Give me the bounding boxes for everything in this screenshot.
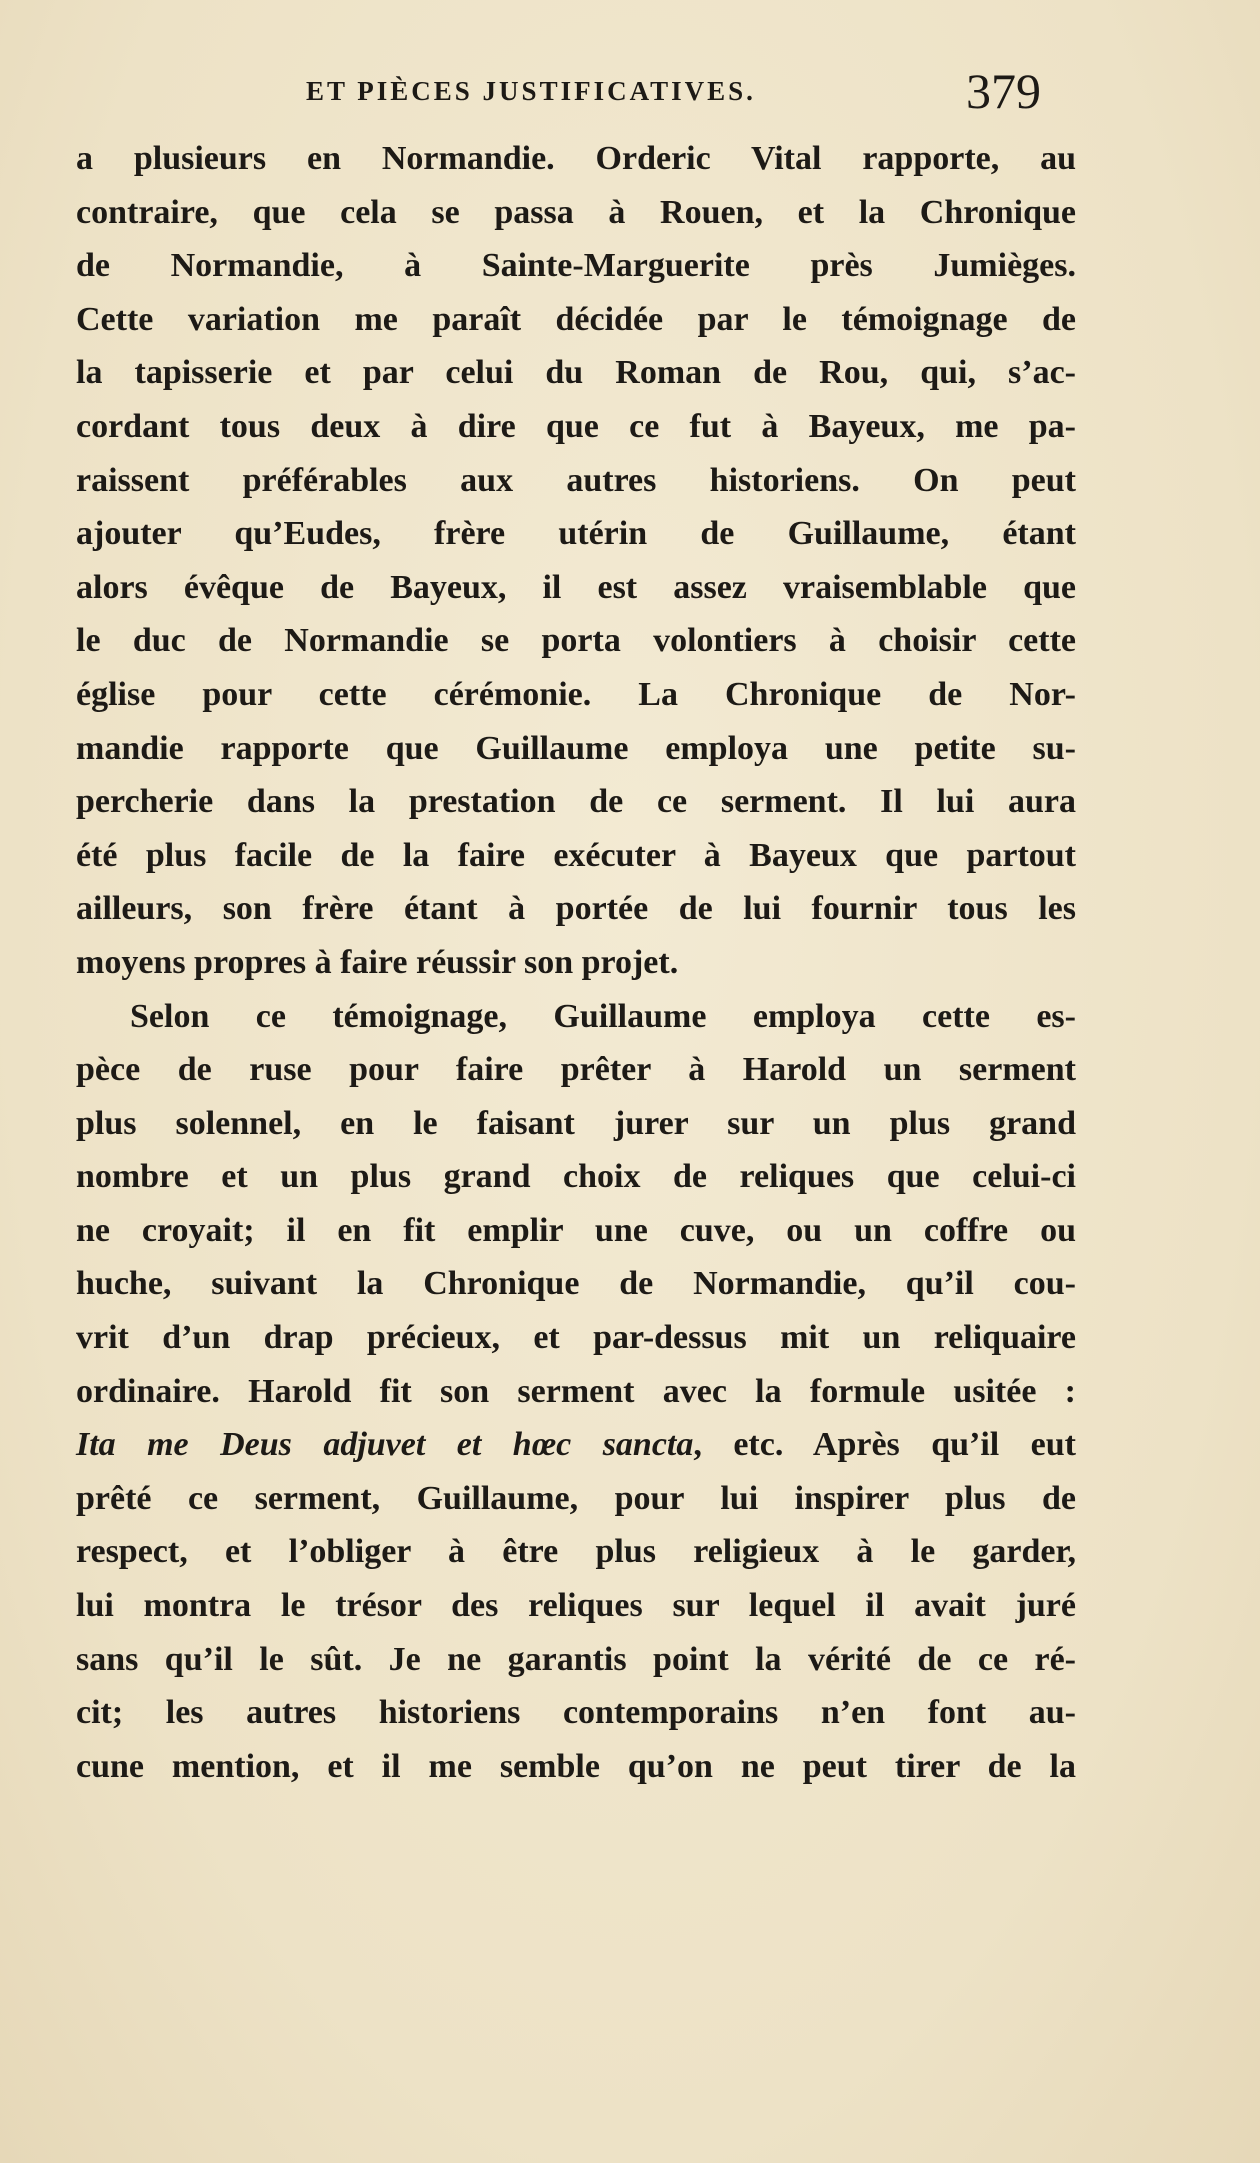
text-line: a plusieurs en Normandie. Orderic Vital rapporte, au [76,140,1076,177]
text-line: pèce de ruse pour faire prêter à Harold un serment [76,1051,1076,1089]
text-line-continuation: , etc. Après qu’il eut [693,1426,1076,1464]
latin-oath-formula: Ita me Deus adjuvet et hœc sancta [76,1426,694,1464]
text-line: percherie dans la prestation de ce serment. Il lui aura [76,783,1076,821]
text-line-paragraph-end: moyens propres à faire réussir son projet. [76,943,679,981]
text-line: alors évêque de Bayeux, il est assez vraisemblable que [76,568,1076,606]
text-line: lui montra le trésor des reliques sur lequel il avait juré [76,1587,1076,1625]
text-line: raissent préférables aux autres historiens. On peut [76,461,1076,499]
text-line: église pour cette cérémonie. La Chronique de Nor- [76,675,1076,713]
text-line: Cette variation me paraît décidée par le témoignage de [76,300,1076,338]
text-line: cordant tous deux à dire que ce fut à Bayeux, me pa- [76,407,1076,445]
text-line: cit; les autres historiens contemporains n’en font au- [76,1694,1076,1732]
text-line-paragraph-start: Selon ce témoignage, Guillaume employa cette es- [130,997,1076,1035]
page-number: 379 [966,63,1041,119]
text-line: mandie rapporte que Guillaume employa une petite su- [76,729,1076,767]
text-line: le duc de Normandie se porta volontiers à choisir cette [76,622,1076,660]
text-line: huche, suivant la Chronique de Normandie, qu’il cou- [76,1265,1076,1303]
text-line: cune mention, et il me semble qu’on ne peut tirer de la [76,1747,1076,1785]
page-header [76,63,1076,136]
text-line: été plus facile de la faire exécuter à Bayeux que partout [76,836,1076,874]
text-line: vrit d’un drap précieux, et par-dessus mit un reliquaire [76,1319,1076,1357]
running-head: ET PIÈCES JUSTIFICATIVES. [306,76,756,106]
text-line: contraire, que cela se passa à Rouen, et la Chronique [76,193,1076,231]
text-line: respect, et l’obliger à être plus religieux à le garder, [76,1533,1076,1571]
text-line: la tapisserie et par celui du Roman de Rou, qui, s’ac- [76,354,1076,392]
text-line: ne croyait; il en fit emplir une cuve, ou un coffre ou [76,1211,1076,1249]
text-line: plus solennel, en le faisant jurer sur un plus grand [76,1104,1076,1142]
text-line: prêté ce serment, Guillaume, pour lui inspirer plus de [76,1479,1076,1517]
text-line-with-latin-quote [76,1418,1076,1472]
text-line: ailleurs, son frère étant à portée de lui fournir tous les [76,890,1076,928]
text-line: ajouter qu’Eudes, frère utérin de Guillaume, étant [76,515,1076,553]
text-line: de Normandie, à Sainte-Marguerite près Jumièges. [76,247,1076,285]
text-line: nombre et un plus grand choix de reliques que celui-ci [76,1158,1076,1196]
text-line: sans qu’il le sût. Je ne garantis point la vérité de ce ré- [76,1640,1076,1678]
text-line: ordinaire. Harold fit son serment avec la formule usitée : [76,1372,1076,1410]
body-text [76,132,1076,1793]
